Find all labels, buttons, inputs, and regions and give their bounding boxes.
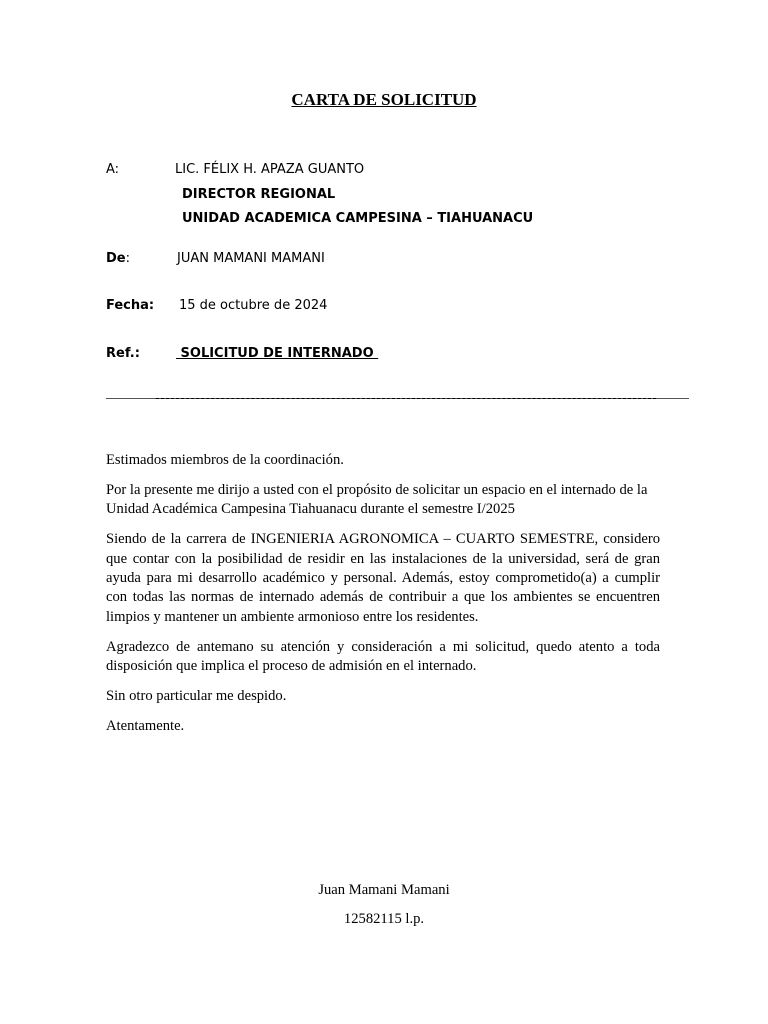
signature-name: Juan Mamani Mamani xyxy=(318,882,450,898)
sender-name: JUAN MAMANI MAMANI xyxy=(177,251,325,266)
recipient-name: LIC. FÉLIX H. APAZA GUANTO xyxy=(175,162,365,177)
signature-id: 12582115 l.p. xyxy=(343,911,425,927)
letter-body xyxy=(106,451,660,747)
header-divider xyxy=(106,398,689,399)
greeting: Estimados miembros de la coordinación. xyxy=(106,452,344,468)
date-label: Fecha: xyxy=(106,298,155,313)
closing-salutation: Atentamente. xyxy=(106,717,185,734)
from-label: De xyxy=(106,251,126,266)
recipient-position: DIRECTOR REGIONAL xyxy=(182,187,336,202)
ref-value: SOLICITUD DE INTERNADO xyxy=(176,346,379,361)
date-value: 15 de octubre de 2024 xyxy=(179,298,328,313)
closing-line: Sin otro particular me despido. xyxy=(106,688,287,705)
body-paragraph-2: Siendo de la carrera de INGENIERIA AGRONOMICA – CUARTO SEMESTRE, considero que contar con la posibilidad de residir en las instalaciones de la universidad, será de gran ayuda para mi desarrollo académico y personal. Además, estoy comprometido(a) a cumplir con todas las normas de internado además de contribuir a que los ambientes se encuentren limpios y mantener un ambiente armonioso entre los residentes. xyxy=(106,531,660,625)
ref-label: Ref.: xyxy=(106,346,140,361)
recipient-institution: UNIDAD ACADEMICA CAMPESINA – TIAHUANACU xyxy=(182,211,534,226)
from-colon: : xyxy=(125,251,130,266)
letter-title: CARTA DE SOLICITUD xyxy=(291,90,477,109)
body-paragraph-3: Agradezco de antemano su atención y consideración a mi solicitud, quedo atento a toda disposición que implica el proceso de admisión en el internado. xyxy=(106,638,660,675)
from-label-wrapper xyxy=(106,251,130,266)
body-paragraph-1: Por la presente me dirijo a usted con el propósito de solicitar un espacio en el internado de la Unidad Académica Campesina Tiahuanacu durante el semestre I/2025 xyxy=(106,481,648,518)
to-label: A: xyxy=(106,162,120,177)
